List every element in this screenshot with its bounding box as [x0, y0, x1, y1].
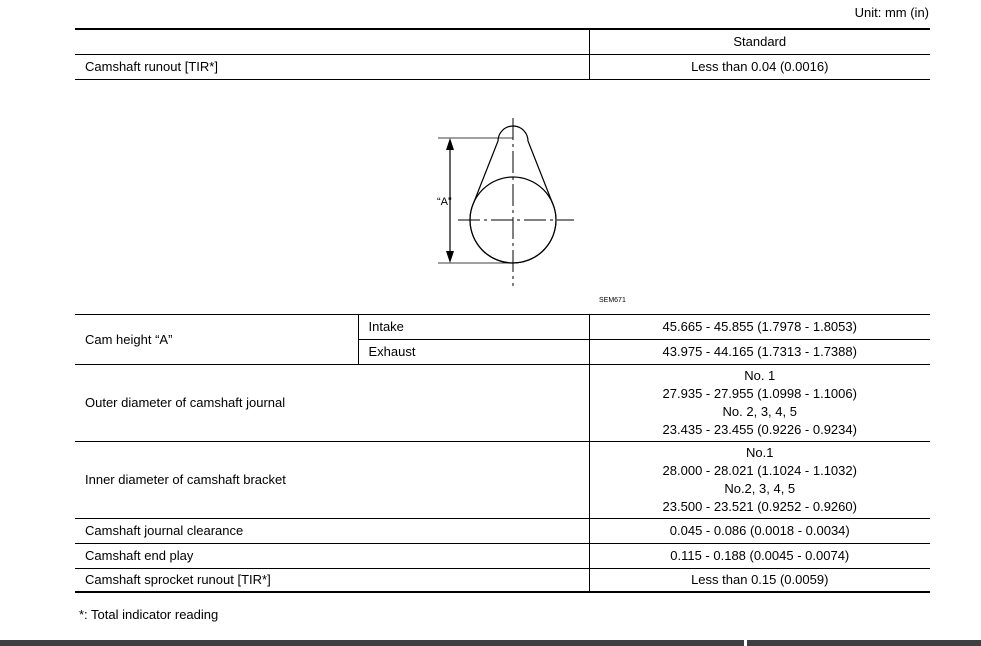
exhaust-label: Exhaust	[358, 340, 589, 365]
journal-clearance-value: 0.045 - 0.086 (0.0018 - 0.0034)	[589, 519, 930, 544]
cam-lobe-drawing	[420, 110, 580, 290]
header-empty-cell	[75, 29, 589, 55]
outer-diameter-label: Outer diameter of camshaft journal	[75, 365, 589, 442]
unit-label: Unit: mm (in)	[854, 5, 929, 20]
footnote: *: Total indicator reading	[79, 607, 219, 622]
journal-clearance-label: Camshaft journal clearance	[75, 519, 589, 544]
arrow-up-icon	[446, 138, 454, 150]
camshaft-runout-value: Less than 0.04 (0.0016)	[589, 55, 930, 80]
value-line: No.1	[746, 445, 774, 460]
inner-diameter-label: Inner diameter of camshaft bracket	[75, 442, 589, 519]
table-row	[75, 365, 930, 442]
end-play-label: Camshaft end play	[75, 544, 589, 569]
value-line: 23.500 - 23.521 (0.9252 - 0.9260)	[662, 499, 857, 514]
figure-code: SEM671	[599, 297, 626, 304]
outer-diameter-value	[589, 365, 930, 442]
value-line: No. 1	[744, 368, 776, 383]
bottom-bar-divider	[744, 640, 747, 646]
table-row	[75, 442, 930, 519]
value-line: 27.935 - 27.955 (1.0998 - 1.1006)	[662, 386, 857, 401]
arrow-down-icon	[446, 251, 454, 263]
table-row	[75, 569, 930, 593]
camshaft-runout-label: Camshaft runout [TIR*]	[75, 55, 589, 80]
cam-height-label: Cam height “A”	[75, 315, 358, 365]
value-line: No. 2, 3, 4, 5	[722, 404, 797, 419]
cam-height-diagram	[420, 110, 580, 293]
bottom-bar	[0, 640, 981, 646]
sprocket-runout-label: Camshaft sprocket runout [TIR*]	[75, 569, 589, 593]
value-line: 28.000 - 28.021 (1.1024 - 1.1032)	[662, 463, 857, 478]
table-row	[75, 55, 930, 80]
camshaft-runout-table	[75, 28, 930, 80]
dimension-label: “A”	[437, 196, 452, 208]
header-row	[75, 29, 930, 55]
table-row	[75, 519, 930, 544]
table-row	[75, 315, 930, 340]
end-play-value: 0.115 - 0.188 (0.0045 - 0.0074)	[589, 544, 930, 569]
value-line: No.2, 3, 4, 5	[724, 481, 796, 496]
standard-column-header: Standard	[589, 29, 930, 55]
table-row	[75, 544, 930, 569]
intake-label: Intake	[358, 315, 589, 340]
value-line: 23.435 - 23.455 (0.9226 - 0.9234)	[662, 422, 857, 437]
intake-value: 45.665 - 45.855 (1.7978 - 1.8053)	[589, 315, 930, 340]
inner-diameter-value	[589, 442, 930, 519]
exhaust-value: 43.975 - 44.165 (1.7313 - 1.7388)	[589, 340, 930, 365]
camshaft-spec-table	[75, 314, 930, 593]
sprocket-runout-value: Less than 0.15 (0.0059)	[589, 569, 930, 593]
